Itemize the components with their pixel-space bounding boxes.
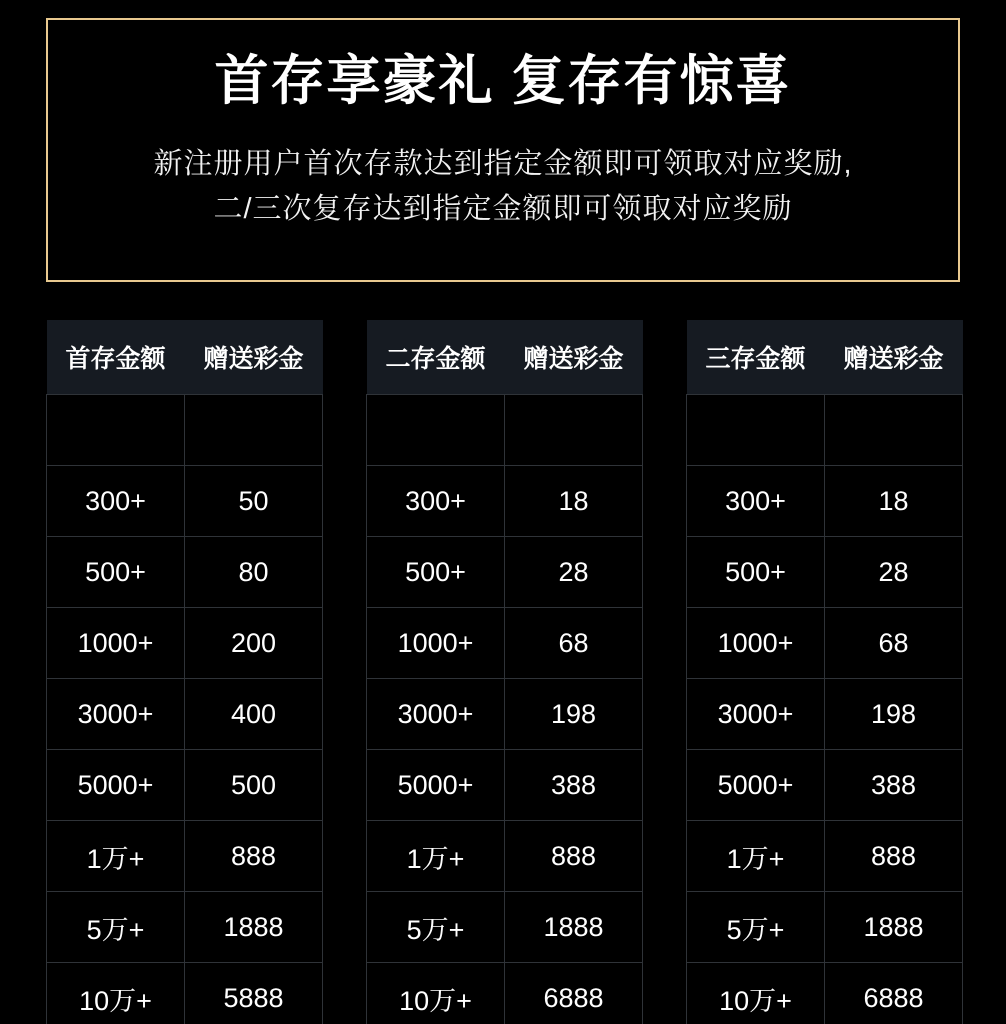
cell-third-bonus: 28 <box>825 537 963 608</box>
page-title: 首存享豪礼 复存有惊喜 <box>214 51 792 111</box>
cell-gap <box>323 608 367 679</box>
column-header-third-bonus: 赠送彩金 <box>825 320 963 395</box>
cell-first-amount: 500+ <box>47 537 185 608</box>
table-row <box>47 679 963 750</box>
cell-gap <box>643 466 687 537</box>
column-header-second-bonus: 赠送彩金 <box>505 320 643 395</box>
cell-third-bonus: 198 <box>825 679 963 750</box>
cell-second-bonus: 68 <box>505 608 643 679</box>
table-header-row <box>47 320 963 395</box>
cell-second-amount: 300+ <box>367 466 505 537</box>
table-row <box>47 821 963 892</box>
cell-gap <box>643 892 687 963</box>
cell-gap <box>323 821 367 892</box>
column-header-second-amount: 二存金额 <box>367 320 505 395</box>
cell-first-bonus: 200 <box>185 608 323 679</box>
column-gap-1 <box>323 320 367 395</box>
cell-gap <box>643 537 687 608</box>
cell-third-amount: 5000+ <box>687 750 825 821</box>
cell-first-bonus: 500 <box>185 750 323 821</box>
cell-second-bonus: 888 <box>505 821 643 892</box>
promo-description <box>153 142 852 232</box>
cell-gap <box>643 750 687 821</box>
table-row <box>47 537 963 608</box>
promo-banner <box>46 18 960 282</box>
cell-third-bonus: 1888 <box>825 892 963 963</box>
cell-spacer-4 <box>505 395 643 466</box>
table-row <box>47 608 963 679</box>
cell-first-bonus: 1888 <box>185 892 323 963</box>
cell-gap <box>323 395 367 466</box>
bonus-table <box>46 320 963 1024</box>
cell-gap <box>323 537 367 608</box>
cell-first-bonus: 50 <box>185 466 323 537</box>
cell-first-bonus: 80 <box>185 537 323 608</box>
table-row <box>47 395 963 466</box>
cell-first-bonus: 400 <box>185 679 323 750</box>
cell-third-amount: 500+ <box>687 537 825 608</box>
column-gap-2 <box>643 320 687 395</box>
cell-second-amount: 1000+ <box>367 608 505 679</box>
promo-description-line-1: 新注册用户首次存款达到指定金额即可领取对应奖励, <box>153 148 853 181</box>
cell-first-bonus: 888 <box>185 821 323 892</box>
cell-second-bonus: 28 <box>505 537 643 608</box>
cell-third-amount: 10万+ <box>687 963 825 1024</box>
cell-second-amount: 500+ <box>367 537 505 608</box>
cell-third-bonus: 18 <box>825 466 963 537</box>
column-header-third-amount: 三存金额 <box>687 320 825 395</box>
table-body <box>47 395 963 1024</box>
cell-gap <box>323 892 367 963</box>
cell-first-amount: 5000+ <box>47 750 185 821</box>
cell-gap <box>323 750 367 821</box>
cell-second-amount: 5万+ <box>367 892 505 963</box>
cell-third-amount: 1000+ <box>687 608 825 679</box>
cell-gap <box>323 963 367 1024</box>
table-row <box>47 750 963 821</box>
cell-first-bonus: 5888 <box>185 963 323 1024</box>
cell-spacer-2 <box>185 395 323 466</box>
cell-third-bonus: 888 <box>825 821 963 892</box>
cell-second-amount: 5000+ <box>367 750 505 821</box>
table-header <box>47 320 963 395</box>
cell-second-bonus: 388 <box>505 750 643 821</box>
cell-second-amount: 10万+ <box>367 963 505 1024</box>
column-header-first-bonus: 赠送彩金 <box>185 320 323 395</box>
cell-first-amount: 300+ <box>47 466 185 537</box>
cell-second-bonus: 198 <box>505 679 643 750</box>
cell-spacer-1 <box>47 395 185 466</box>
cell-spacer-3 <box>367 395 505 466</box>
cell-first-amount: 1000+ <box>47 608 185 679</box>
cell-gap <box>323 679 367 750</box>
table-row <box>47 892 963 963</box>
cell-gap <box>323 466 367 537</box>
cell-spacer-6 <box>825 395 963 466</box>
cell-third-bonus: 6888 <box>825 963 963 1024</box>
cell-first-amount: 5万+ <box>47 892 185 963</box>
table-row <box>47 963 963 1024</box>
column-header-first-amount: 首存金额 <box>47 320 185 395</box>
cell-second-bonus: 6888 <box>505 963 643 1024</box>
cell-third-bonus: 388 <box>825 750 963 821</box>
cell-first-amount: 3000+ <box>47 679 185 750</box>
bonus-table-container <box>46 320 960 1024</box>
cell-gap <box>643 963 687 1024</box>
cell-gap <box>643 608 687 679</box>
promo-description-line-2: 二/三次复存达到指定金额即可领取对应奖励 <box>213 193 793 226</box>
cell-third-amount: 1万+ <box>687 821 825 892</box>
cell-first-amount: 1万+ <box>47 821 185 892</box>
cell-gap <box>643 821 687 892</box>
cell-third-amount: 300+ <box>687 466 825 537</box>
cell-second-amount: 3000+ <box>367 679 505 750</box>
cell-third-amount: 5万+ <box>687 892 825 963</box>
cell-first-amount: 10万+ <box>47 963 185 1024</box>
cell-third-amount: 3000+ <box>687 679 825 750</box>
cell-gap <box>643 679 687 750</box>
cell-second-bonus: 1888 <box>505 892 643 963</box>
table-row <box>47 466 963 537</box>
cell-spacer-5 <box>687 395 825 466</box>
cell-third-bonus: 68 <box>825 608 963 679</box>
cell-gap <box>643 395 687 466</box>
cell-second-bonus: 18 <box>505 466 643 537</box>
cell-second-amount: 1万+ <box>367 821 505 892</box>
